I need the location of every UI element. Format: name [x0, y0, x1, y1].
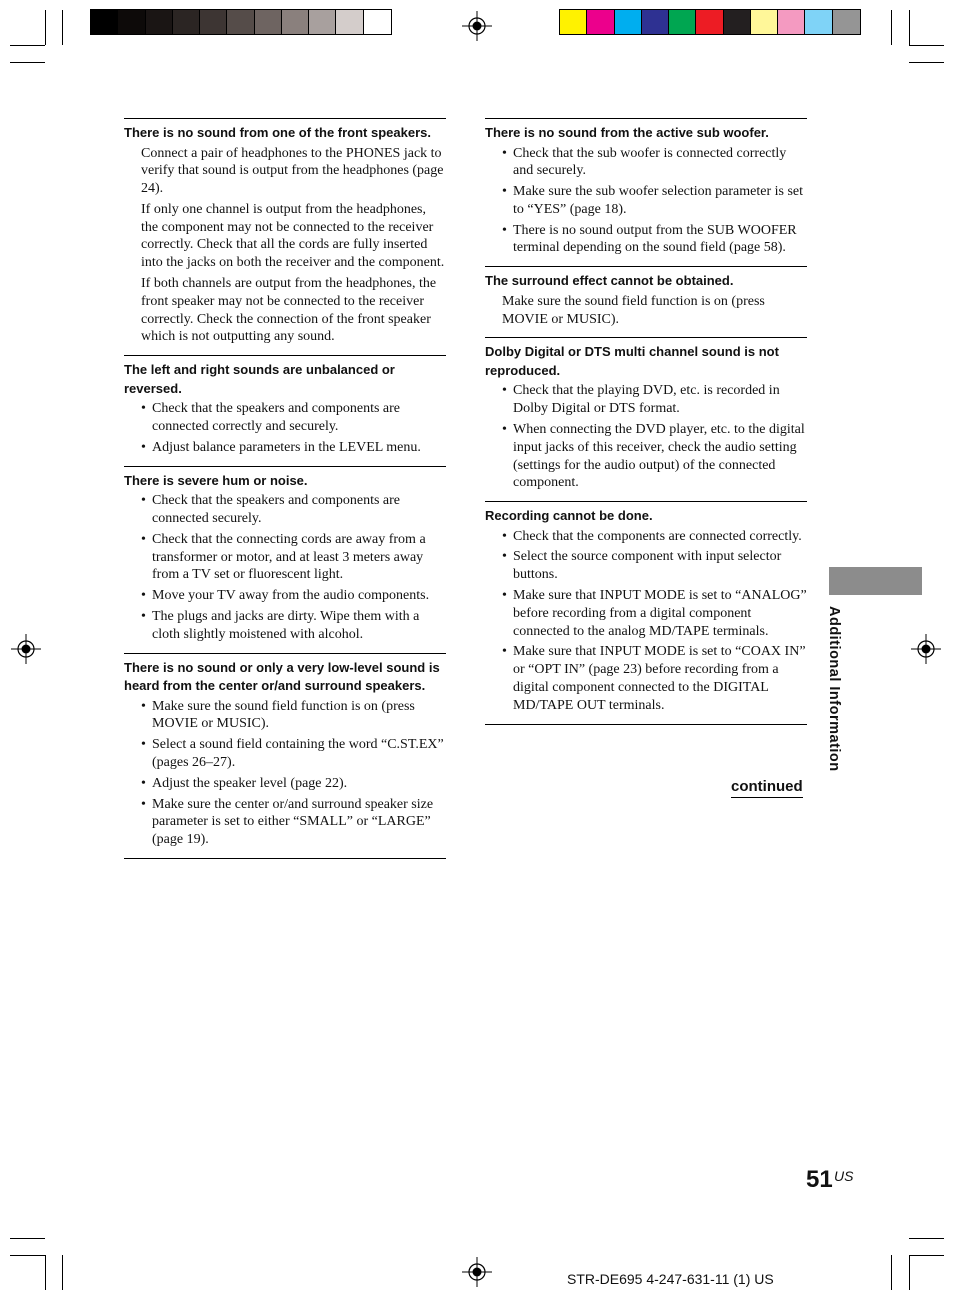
- color-swatch: [91, 10, 118, 34]
- section-heading: The left and right sounds are unbalanced or reversed.: [124, 362, 395, 396]
- color-swatch: [615, 10, 642, 34]
- color-swatch: [669, 10, 696, 34]
- troubleshooting-section: [124, 466, 446, 653]
- bullet-item: • Make sure the sound field function is on (press MOVIE or MUSIC).: [124, 698, 446, 734]
- color-swatch: [805, 10, 832, 34]
- bullet-item: • Check that the sub woofer is connected correctly and securely.: [485, 145, 807, 181]
- section-heading: There is no sound from the active sub woofer.: [485, 125, 769, 140]
- color-swatch: [146, 10, 173, 34]
- page-suffix: US: [834, 1168, 854, 1184]
- bullet-item: • Select the source component with input selector buttons.: [485, 548, 807, 584]
- registration-target-icon: [462, 11, 492, 41]
- bullet-item: • Make sure the center or/and surround speaker size parameter is set to either “SMALL” or “LARGE” (page 19).: [124, 796, 446, 849]
- side-tab-label: Additional Information: [826, 606, 842, 772]
- troubleshooting-section: [485, 337, 807, 501]
- color-swatch: [364, 10, 391, 34]
- bullet-list: [124, 400, 446, 456]
- color-swatch: [282, 10, 309, 34]
- troubleshooting-section: [485, 501, 807, 724]
- bullet-list: [485, 528, 807, 715]
- troubleshooting-section: [485, 266, 807, 337]
- bullet-item: • Check that the playing DVD, etc. is recorded in Dolby Digital or DTS format.: [485, 382, 807, 418]
- crop-mark: [45, 10, 46, 45]
- grayscale-color-bar: [90, 9, 392, 35]
- bullet-list: [124, 698, 446, 849]
- crop-mark: [909, 45, 944, 46]
- crop-mark: [909, 1238, 944, 1239]
- bullet-item: • There is no sound output from the SUB WOOFER terminal depending on the sound field (page 58).: [485, 222, 807, 258]
- crop-mark: [909, 1255, 944, 1256]
- crop-mark: [10, 1238, 45, 1239]
- continued-label: continued: [731, 778, 803, 798]
- color-swatch: [200, 10, 227, 34]
- crop-mark: [45, 1255, 46, 1290]
- crop-mark: [10, 62, 45, 63]
- color-swatch: [560, 10, 587, 34]
- troubleshooting-section: [124, 118, 446, 355]
- bullet-item: • Select a sound field containing the word “C.ST.EX” (pages 26–27).: [124, 736, 446, 772]
- bullet-item: • Make sure that INPUT MODE is set to “ANALOG” before recording from a digital component connected to the analog MD/TAPE terminals.: [485, 587, 807, 640]
- crop-mark: [891, 1255, 892, 1290]
- troubleshooting-section: [124, 653, 446, 859]
- registration-target-icon: [11, 634, 41, 664]
- color-swatch: [751, 10, 778, 34]
- bullet-list: [485, 382, 807, 492]
- crop-mark: [62, 10, 63, 45]
- section-heading: There is no sound or only a very low-level sound is heard from the center or/and surround speakers.: [124, 659, 440, 694]
- color-swatch: [227, 10, 254, 34]
- section-heading: Dolby Digital or DTS multi channel sound is not reproduced.: [485, 344, 779, 378]
- bullet-item: • The plugs and jacks are dirty. Wipe them with a cloth slightly moistened with alcohol.: [124, 608, 446, 644]
- bullet-item: • Make sure that INPUT MODE is set to “COAX IN” or “OPT IN” (page 23) before recording from a digital component connected to the DIGITAL MD/TAPE OUT terminals.: [485, 643, 807, 714]
- section-paragraph: Make sure the sound field function is on (press MOVIE or MUSIC).: [502, 293, 765, 327]
- bullet-item: • Adjust balance parameters in the LEVEL menu.: [124, 439, 446, 457]
- crop-mark: [909, 62, 944, 63]
- color-swatch: [118, 10, 145, 34]
- troubleshooting-section: [485, 118, 807, 266]
- bullet-item: • Make sure the sub woofer selection parameter is set to “YES” (page 18).: [485, 183, 807, 219]
- troubleshooting-section: [124, 355, 446, 465]
- footer-product-code: STR-DE695 4-247-631-11 (1) US: [567, 1271, 774, 1287]
- section-heading: There is severe hum or noise.: [124, 472, 308, 488]
- color-swatch: [255, 10, 282, 34]
- crop-mark: [909, 1255, 910, 1290]
- color-swatch: [642, 10, 669, 34]
- color-swatch: [309, 10, 336, 34]
- right-column: [485, 118, 807, 725]
- section-heading: There is no sound from one of the front speakers.: [124, 125, 431, 140]
- bullet-list: [485, 145, 807, 258]
- section-paragraph: If only one channel is output from the headphones, the component may not be connected to the receiver correctly. Check that all the cords are fully inserted into the jacks on both the receiver and the component.: [141, 201, 445, 271]
- bullet-item: • Check that the components are connected correctly.: [485, 528, 807, 546]
- left-column: [124, 118, 446, 859]
- bullet-item: • Adjust the speaker level (page 22).: [124, 775, 446, 793]
- section-heading: Recording cannot be done.: [485, 508, 653, 524]
- section-paragraph: Connect a pair of headphones to the PHONES jack to verify that sound is output from the headphones (page 24).: [141, 145, 444, 197]
- color-swatch: [696, 10, 723, 34]
- crop-mark: [909, 10, 910, 45]
- color-swatch: [173, 10, 200, 34]
- section-paragraph: If both channels are output from the headphones, the front speaker may not be connected to the receiver correctly. Check the connection of the front speaker which is not outputting any sound.: [141, 276, 437, 345]
- color-swatch: [833, 10, 860, 34]
- color-swatch: [336, 10, 363, 34]
- registration-target-icon: [911, 634, 941, 664]
- bullet-list: [124, 492, 446, 643]
- bullet-item: • Move your TV away from the audio components.: [124, 587, 446, 605]
- color-swatch: [778, 10, 805, 34]
- bullet-item: • Check that the speakers and components are connected securely.: [124, 492, 446, 528]
- crop-mark: [62, 1255, 63, 1290]
- registration-target-icon: [462, 1257, 492, 1287]
- section-tab-block: [829, 567, 922, 595]
- bullet-item: • Check that the connecting cords are away from a transformer or motor, and at least 3 meters away from a TV set or fluorescent light.: [124, 531, 446, 584]
- color-swatch: [724, 10, 751, 34]
- page-number: 51: [806, 1166, 833, 1193]
- bullet-item: • Check that the speakers and components are connected correctly and securely.: [124, 400, 446, 436]
- color-swatch: [587, 10, 614, 34]
- crop-mark: [891, 10, 892, 45]
- section-heading: The surround effect cannot be obtained.: [485, 273, 734, 289]
- bullet-item: • When connecting the DVD player, etc. to the digital input jacks of this receiver, check the audio setting (settings for the audio output) of the connected component.: [485, 421, 807, 492]
- process-color-bar: [559, 9, 861, 35]
- crop-mark: [10, 1255, 45, 1256]
- crop-mark: [10, 45, 45, 46]
